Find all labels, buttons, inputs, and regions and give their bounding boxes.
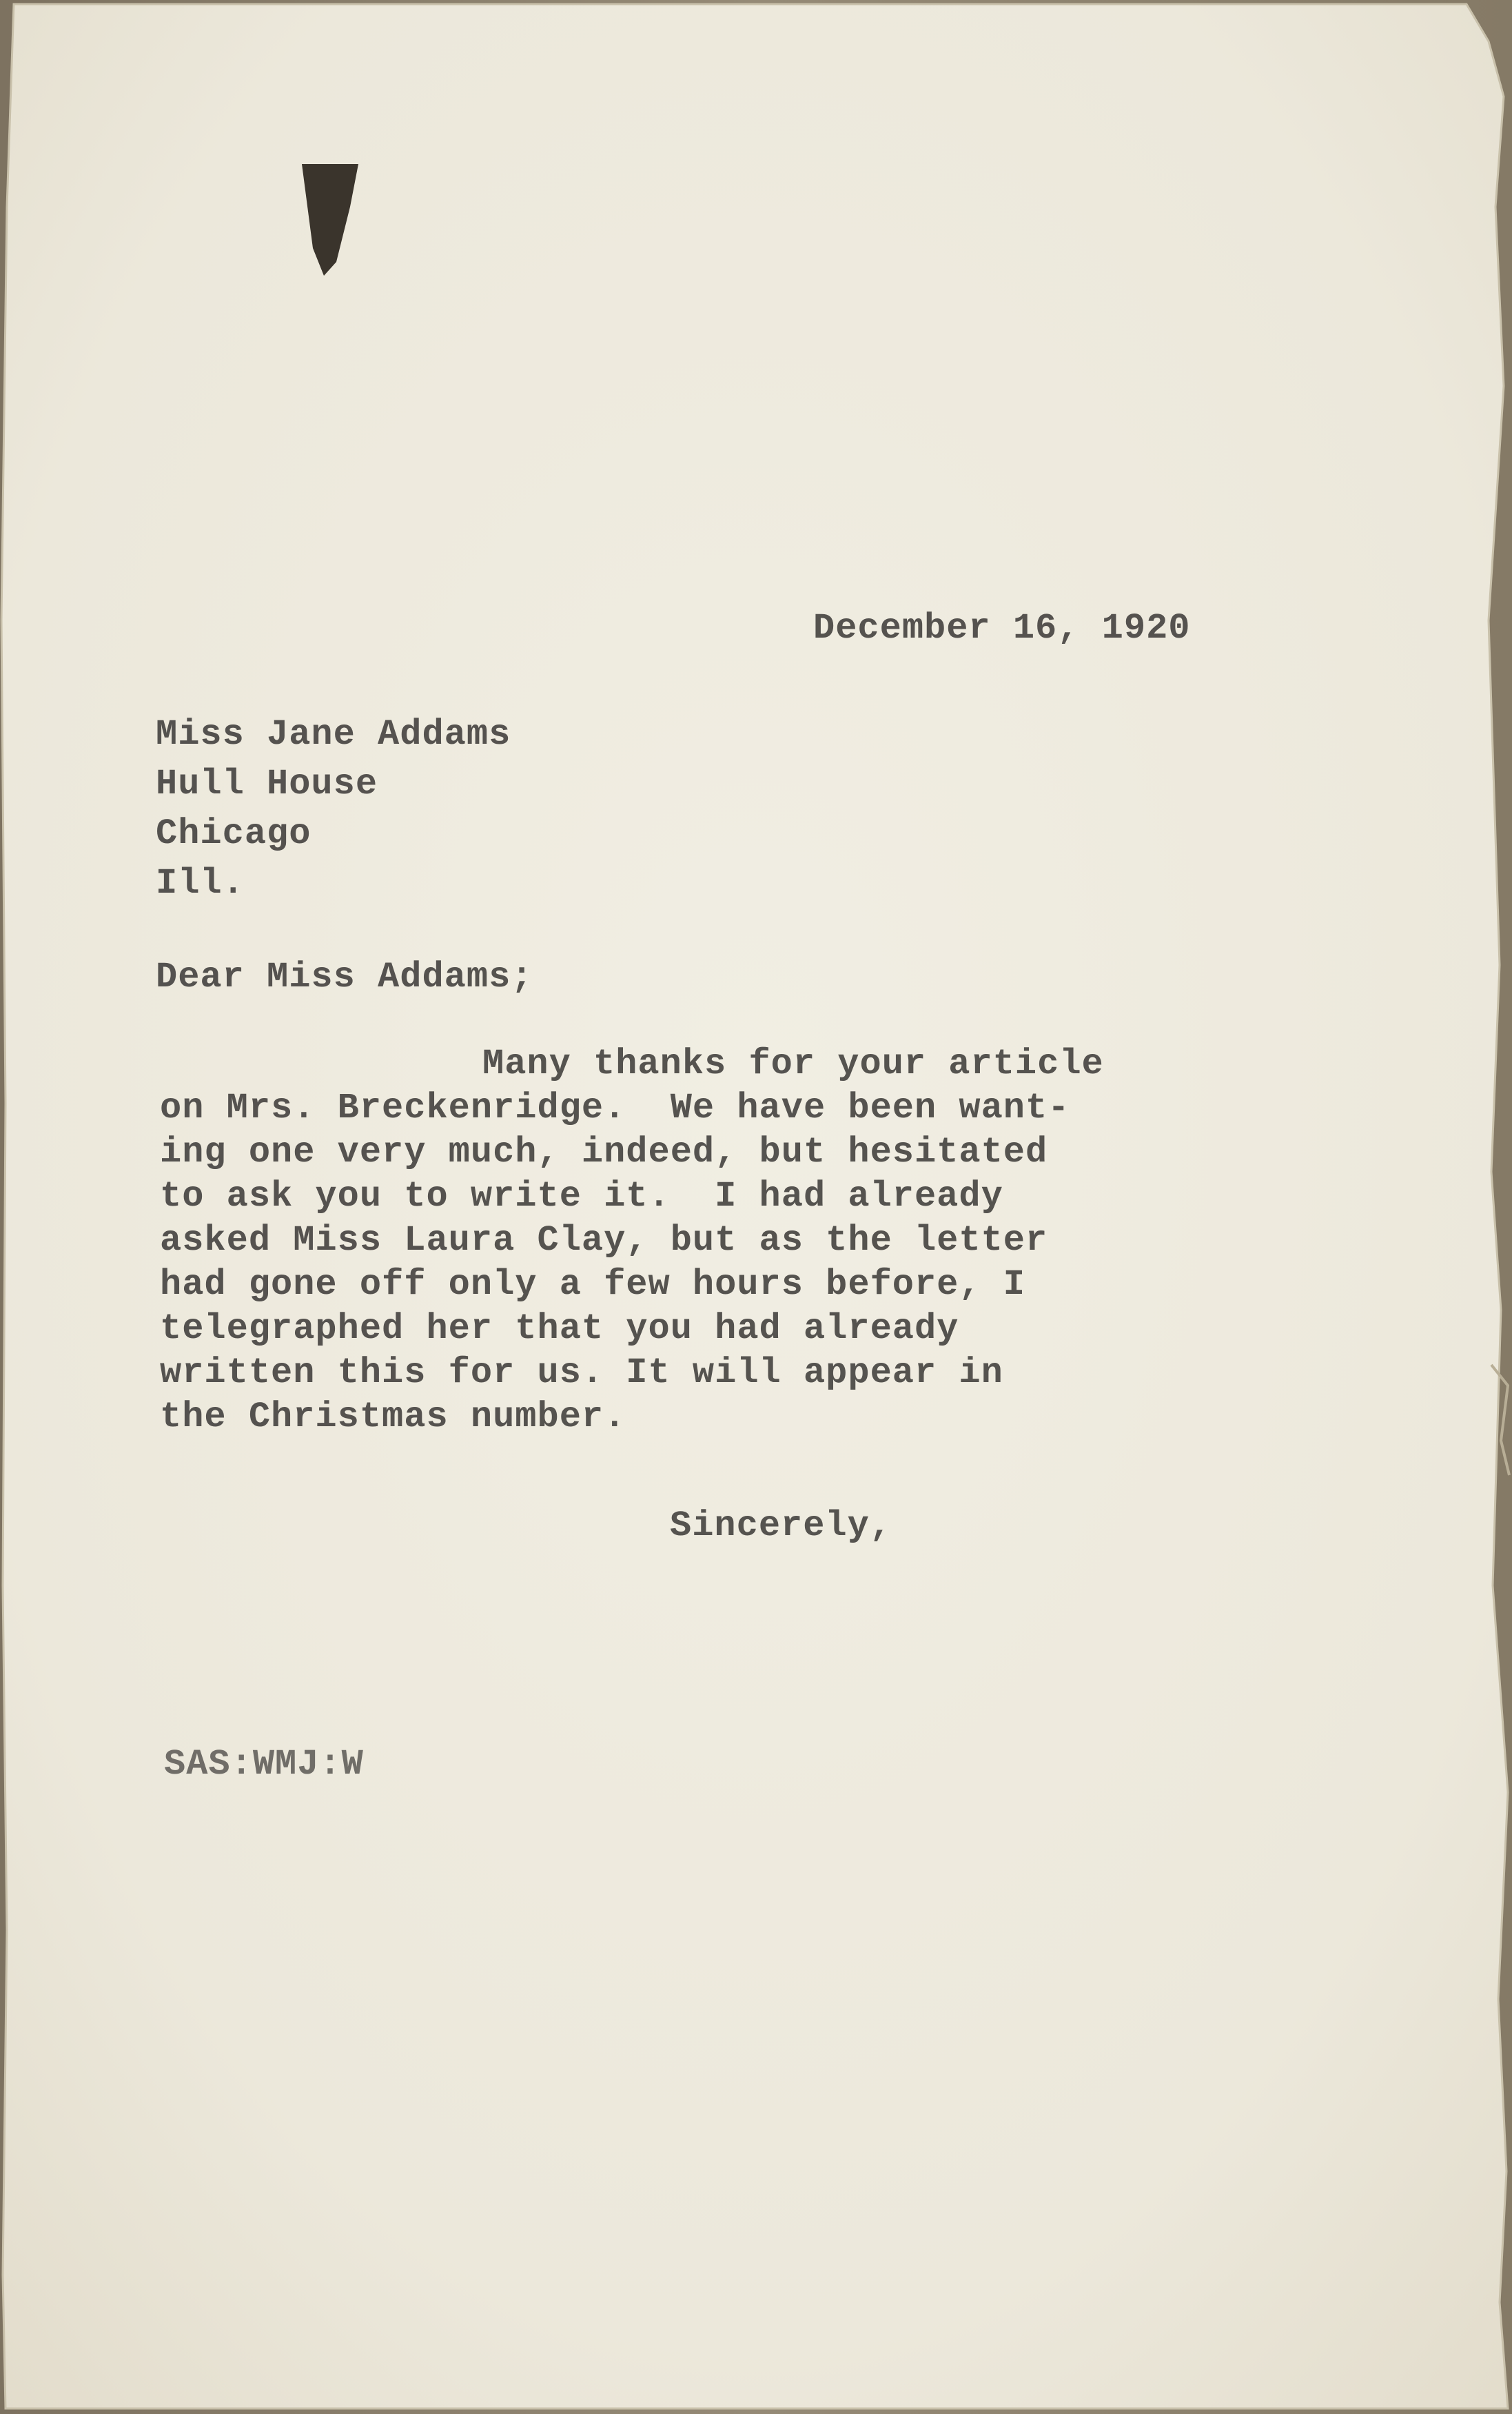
- body-line: to ask you to write it. I had already: [160, 1176, 1003, 1217]
- body-line: written this for us. It will appear in: [160, 1352, 1003, 1393]
- address-line-city: Chicago: [156, 813, 311, 854]
- body-line: asked Miss Laura Clay, but as the letter: [160, 1220, 1048, 1261]
- address-line-state: Ill.: [156, 863, 245, 904]
- body-line: Many thanks for your article: [482, 1044, 1104, 1084]
- body-line: ing one very much, indeed, but hesitated: [160, 1132, 1048, 1173]
- reference-initials: SAS:WMJ:W: [164, 1744, 364, 1785]
- closing: Sincerely,: [670, 1505, 892, 1546]
- body-line: on Mrs. Breckenridge. We have been want-: [160, 1088, 1070, 1128]
- body-line: telegraphed her that you had already: [160, 1308, 959, 1349]
- salutation: Dear Miss Addams;: [156, 957, 533, 997]
- address-line-name: Miss Jane Addams: [156, 714, 511, 755]
- address-line-institution: Hull House: [156, 764, 378, 804]
- body-line: had gone off only a few hours before, I: [160, 1264, 1025, 1305]
- letter-date: December 16, 1920: [813, 608, 1191, 649]
- body-line: the Christmas number.: [160, 1397, 626, 1437]
